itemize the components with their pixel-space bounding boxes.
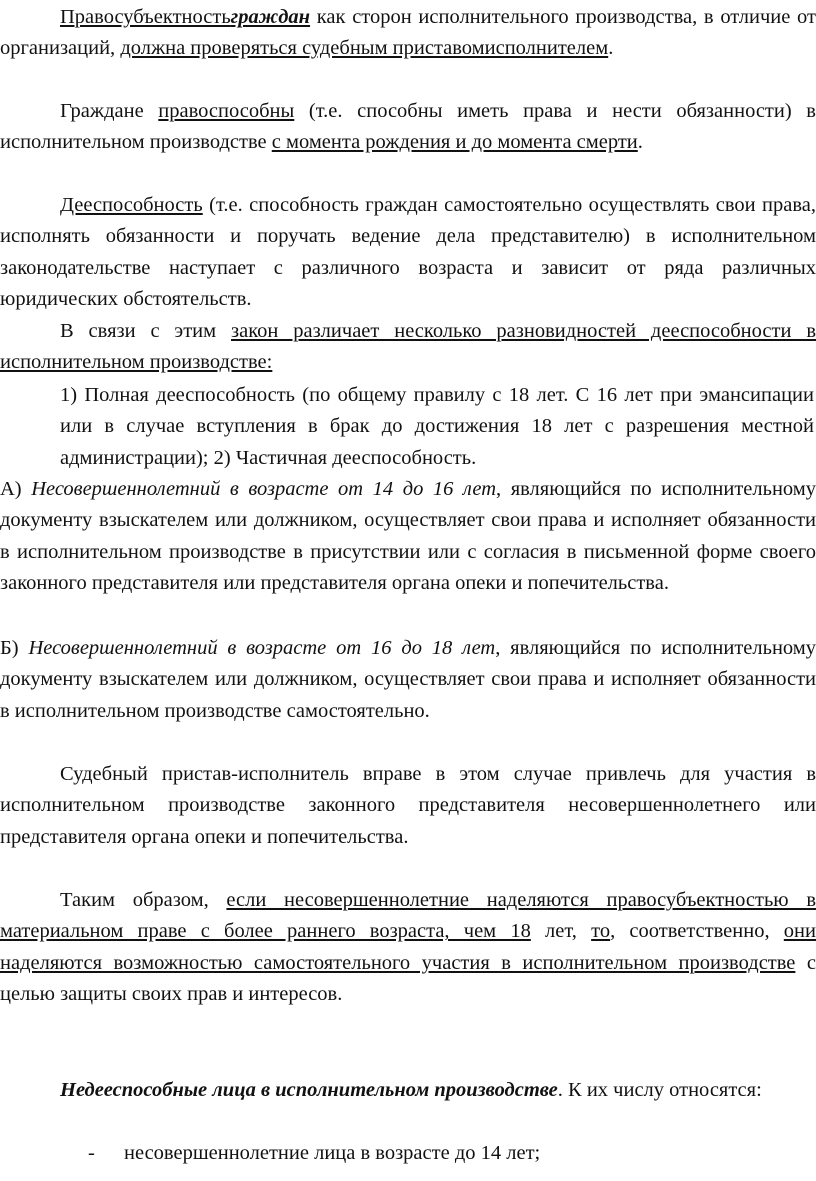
paragraph-conclusion: Таким образом, если несовершеннолетние наделяются правосубъектностью в материальном праве с более раннего возраста, чем 18 лет, то, соответственно, они наделяются возможностью самостоятельного участия в исполнительном производстве с целью защиты своих прав и интересов. (0, 889, 816, 1006)
heading-incapacitated-persons: Недееспособные лица в исполнительном производстве (60, 1079, 558, 1101)
underlined-then: то (591, 920, 611, 943)
term-capable: правоспособны (158, 100, 295, 122)
paragraph-incapacitated: Недееспособные лица в исполнительном производстве. К их числу относятся: (60, 1079, 762, 1101)
paragraph-bailiff-right: Судебный пристав-исполнитель вправе в этом случае привлечь для участия в исполнительном производстве законного представителя несовершеннолетнего или представителя органа опеки и попечительства. (0, 763, 816, 848)
term-citizens: граждан (230, 6, 311, 28)
underlined-bailiff-check: должна проверяться судебным приставомисполнителем (120, 37, 609, 60)
italic-minor-14-16: Несовершеннолетний в возрасте от 14 до 16 лет (31, 478, 497, 500)
list-item-minors-under-14: - несовершеннолетние лица в возрасте до 14 лет; (88, 1138, 540, 1169)
underlined-if-minors: если несовершеннолетние наделяются правосубъектностью в материальном праве с более раннего возраста, чем 18 (0, 889, 816, 943)
paragraph-minor-14-16: А) Несовершеннолетний в возрасте от 14 до 16 лет, являющийся по исполнительному документу взыскателем или должником, осуществляет свои права и исполняет обязанности в исполнительном производстве в присутствии или с согласия в письменной форме своего законного представителя или представителя органа опеки и попечительства. (0, 478, 816, 595)
underlined-birth-to-death: с момента рождения и до момента смерти (271, 131, 638, 154)
paragraph-minor-16-18: Б) Несовершеннолетний в возрасте от 16 до 18 лет, являющийся по исполнительному документу взыскателем или должником, осуществляет свои права и исполняет обязанности в исполнительном производстве самостоятельно. (0, 637, 816, 722)
numbered-list-capacity-types: 1) Полная дееспособность (по общему правилу с 18 лет. С 16 лет при эмансипации или в случае вступления в брак до достижения 18 лет с разрешения местной администрации); 2) Частичная дееспособность. (60, 384, 814, 469)
underlined-they-are-granted: они наделяются возможностью самостоятельного участия в исполнительном производстве (0, 920, 816, 974)
term-dispositive-capacity: Дееспособность (60, 194, 203, 216)
term-legal-personality: Правосубъектность (60, 6, 231, 28)
paragraph-dispositive-capacity: Дееспособность (т.е. способность граждан самостоятельно осуществлять свои права, исполнять обязанности и поручать ведение дела представителю) в исполнительном законодательстве наступает с различного возраста и зависит от ряда различных юридических обстоятельств. (0, 194, 816, 311)
italic-minor-16-18: Несовершеннолетний в возрасте от 16 до 18 лет (28, 637, 496, 659)
dash-bullet: - (88, 1142, 95, 1164)
paragraph-types-intro: В связи с этим закон различает несколько разновидностей дееспособности в исполнительном производстве: (0, 320, 816, 374)
paragraph-legal-personality: Правосубъектностьграждан как сторон исполнительного производства, в отличие от организаций, должна проверяться судебным приставомисполнителем. (0, 6, 816, 60)
paragraph-legal-capacity: Граждане правоспособны (т.е. способны иметь права и нести обязанности) в исполнительном производстве с момента рождения и до момента смерти. (0, 100, 816, 154)
underlined-law-distinguishes: закон различает несколько разновидностей дееспособности в исполнительном производстве: (0, 320, 816, 374)
